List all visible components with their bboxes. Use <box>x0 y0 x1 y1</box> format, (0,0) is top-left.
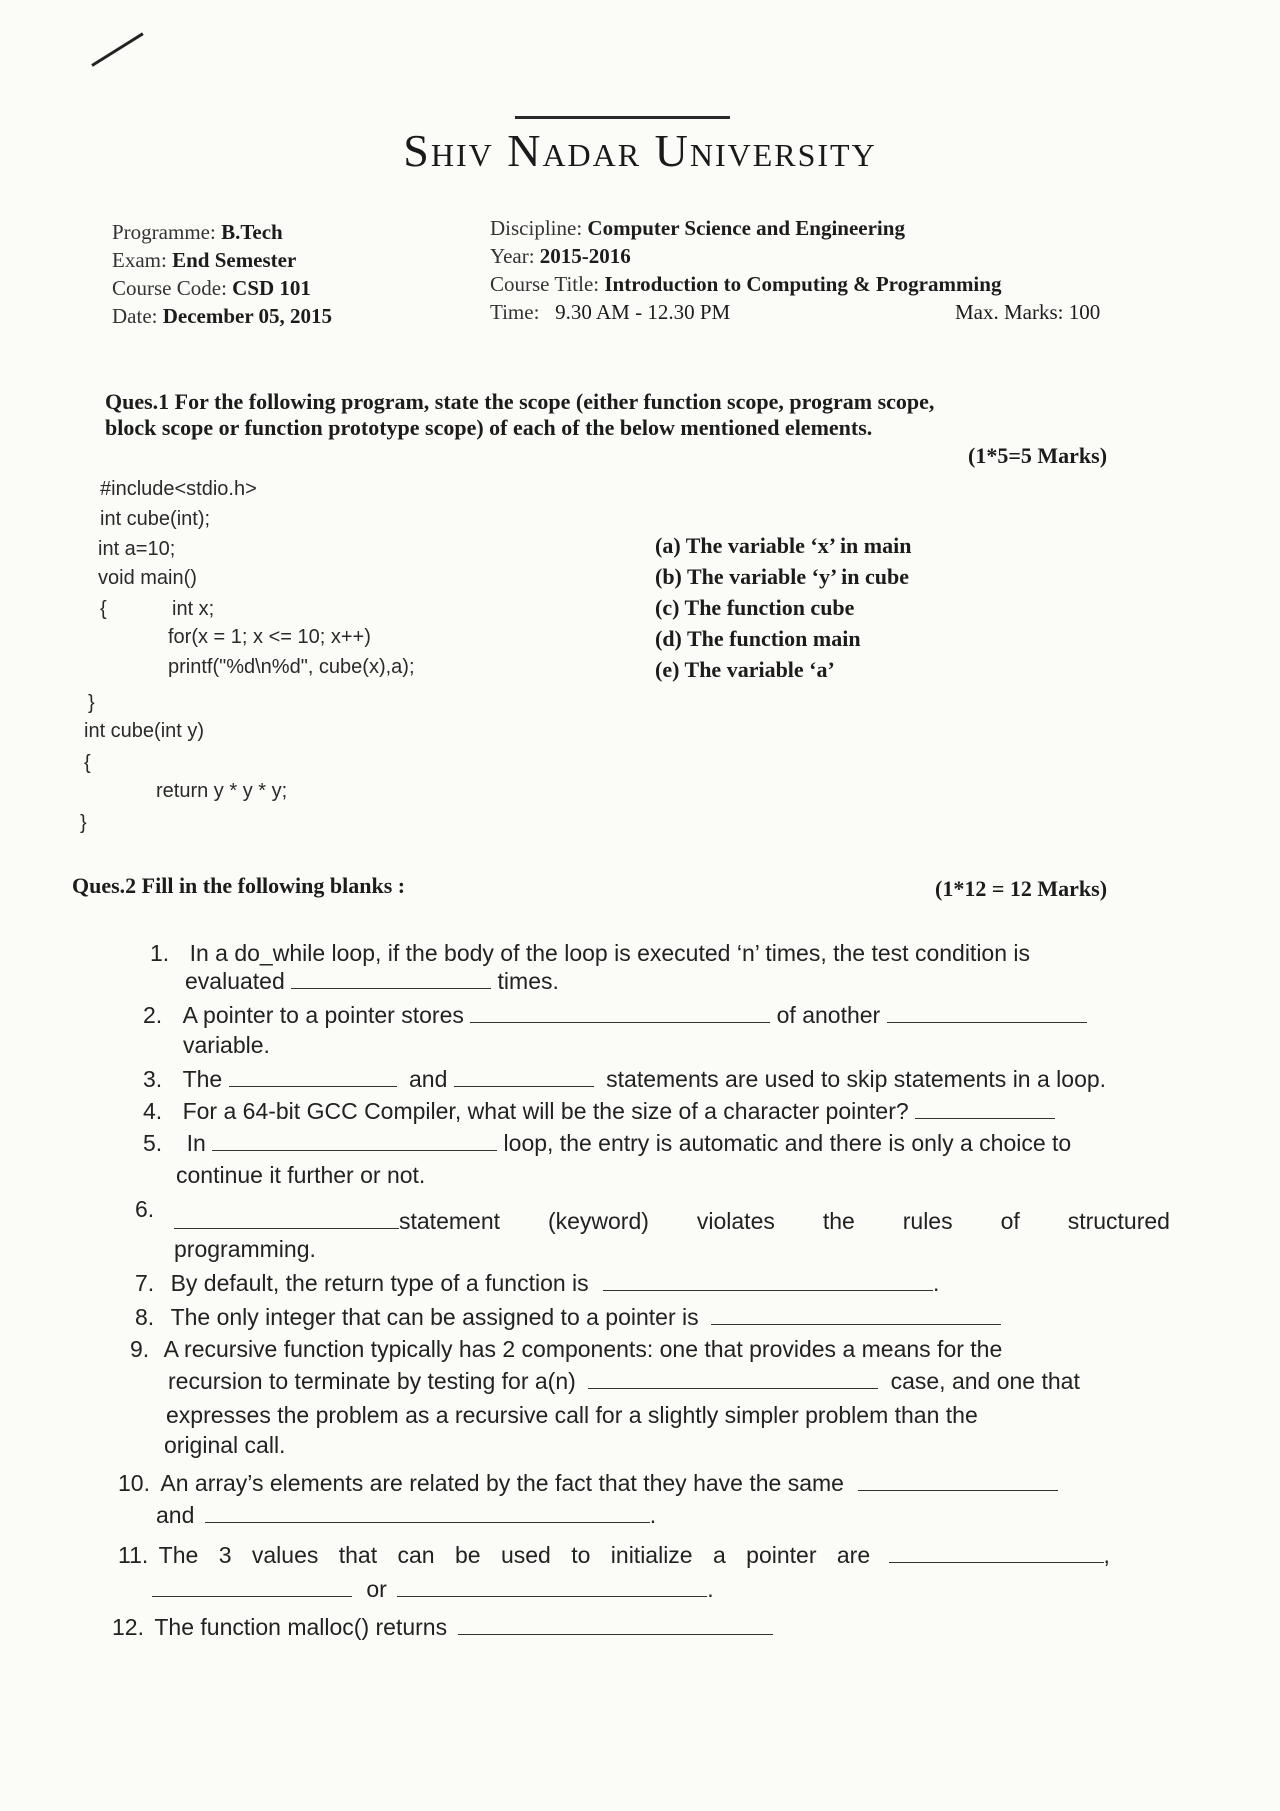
date-label: Date: <box>112 304 158 328</box>
item-text: . <box>707 1576 714 1602</box>
item-text: . <box>649 1502 657 1528</box>
item-text: The function malloc() returns <box>154 1614 448 1640</box>
code-line: { <box>100 598 107 620</box>
item-number: 5. <box>143 1130 163 1156</box>
q2-item-6-number: 6. <box>135 1196 155 1222</box>
q2-item-10 <box>118 1468 1058 1498</box>
item-text: or <box>366 1576 387 1602</box>
q2-item-9 <box>130 1334 1175 1364</box>
answer-blank[interactable] <box>915 1098 1055 1119</box>
date-value: December 05, 2015 <box>162 304 333 328</box>
item-text: the <box>822 1208 855 1234</box>
year-value: 2015-2016 <box>539 244 631 268</box>
answer-blank[interactable] <box>603 1270 933 1291</box>
programme-value: B.Tech <box>221 220 283 244</box>
q2-item-6-cont: programming. <box>174 1236 316 1262</box>
q1-title-line2: block scope or function prototype scope) of each of the below mentioned elements. <box>105 415 873 440</box>
item-text: The 3 values that can be used to initialize a pointer are <box>158 1542 871 1568</box>
item-number: 1. <box>150 940 170 966</box>
item-text: In a do_while loop, if the body of the loop is executed ‘n’ times, the test condition is <box>189 940 1031 966</box>
q2-item-11 <box>118 1540 1110 1570</box>
answer-blank[interactable] <box>212 1130 497 1151</box>
q1-option-b: (b) The variable ‘y’ in cube <box>655 564 910 589</box>
q2-marks: (1*12 = 12 Marks) <box>935 876 1108 901</box>
q2-item-4 <box>143 1096 1055 1126</box>
answer-blank[interactable] <box>229 1066 397 1087</box>
year-label: Year: <box>490 244 535 268</box>
discipline-value: Computer Science and Engineering <box>587 216 905 240</box>
q2-item-2-cont: variable. <box>183 1032 270 1058</box>
code-line: } <box>88 692 95 714</box>
q2-item-8 <box>135 1302 1001 1332</box>
item-number: 10. <box>118 1470 150 1496</box>
item-text: case, and one that <box>890 1368 1080 1394</box>
header-rule <box>515 116 730 119</box>
max-marks: Max. Marks: 100 <box>955 300 1101 324</box>
answer-blank[interactable] <box>205 1502 650 1523</box>
time-label: Time: <box>490 300 540 324</box>
q2-item-9-line3: expresses the problem as a recursive call for a slightly simpler problem than the <box>166 1402 978 1428</box>
code-line: int x; <box>172 598 215 620</box>
q2-item-9-line4: original call. <box>164 1432 286 1458</box>
q2-item-2 <box>143 1000 1087 1030</box>
item-number: 8. <box>135 1304 155 1330</box>
item-text: recursion to terminate by testing for a(n) <box>168 1368 576 1394</box>
item-text: loop, the entry is automatic and there is only a choice to <box>503 1130 1072 1156</box>
q2-item-11-cont <box>152 1574 714 1604</box>
item-text: In <box>186 1130 206 1156</box>
time-value: 9.30 AM - 12.30 PM <box>555 300 731 324</box>
item-text: rules <box>902 1208 953 1234</box>
item-text: of another <box>776 1002 881 1028</box>
item-text: A pointer to a pointer stores <box>182 1002 464 1028</box>
item-text: (keyword) <box>547 1208 649 1234</box>
q1-option-c: (c) The function cube <box>655 595 855 620</box>
answer-blank[interactable] <box>588 1368 878 1389</box>
item-text: A recursive function typically has 2 components: one that provides a means for the <box>163 1336 1003 1362</box>
course-title-label: Course Title: <box>490 272 600 296</box>
q2-item-6 <box>174 1206 1170 1236</box>
q1-option-d: (d) The function main <box>655 626 861 651</box>
item-text: and <box>156 1502 195 1528</box>
item-text: The <box>182 1066 223 1092</box>
q2-item-5 <box>143 1128 1071 1158</box>
q2-title: Ques.2 Fill in the following blanks : <box>72 873 406 898</box>
answer-blank[interactable] <box>887 1002 1087 1023</box>
item-text: times. <box>497 968 559 994</box>
answer-blank[interactable] <box>470 1002 770 1023</box>
course-title-value: Introduction to Computing & Programming <box>604 272 1002 296</box>
item-text: For a 64-bit GCC Compiler, what will be the size of a character pointer? <box>182 1098 909 1124</box>
answer-blank[interactable] <box>397 1576 707 1597</box>
item-text: statements are used to skip statements in a loop. <box>606 1066 1107 1092</box>
answer-blank[interactable] <box>889 1542 1104 1563</box>
item-number: 4. <box>143 1098 163 1124</box>
q2-item-1 <box>150 938 1168 968</box>
exam-value: End Semester <box>172 248 297 272</box>
item-text: and <box>409 1066 448 1092</box>
code-line: for(x = 1; x <= 10; x++) <box>168 626 371 648</box>
answer-blank[interactable] <box>174 1208 399 1229</box>
item-text: of <box>1000 1208 1020 1234</box>
q1-option-a: (a) The variable ‘x’ in main <box>655 533 912 558</box>
code-line: int a=10; <box>98 538 176 560</box>
item-6-lead <box>174 1206 500 1236</box>
q2-item-3 <box>143 1064 1106 1094</box>
item-text: By default, the return type of a function is <box>170 1270 589 1296</box>
code-line: void main() <box>98 567 197 589</box>
q1-options <box>655 530 911 685</box>
item-number: 9. <box>130 1336 150 1362</box>
item-text: structured <box>1067 1208 1170 1234</box>
answer-blank[interactable] <box>152 1576 352 1597</box>
discipline-label: Discipline: <box>490 216 583 240</box>
item-number: 2. <box>143 1002 163 1028</box>
course-code-value: CSD 101 <box>232 276 311 300</box>
q1-option-e: (e) The variable ‘a’ <box>655 657 835 682</box>
q2-item-7 <box>135 1268 939 1298</box>
course-code-label: Course Code: <box>112 276 227 300</box>
code-line: int cube(int); <box>100 508 211 530</box>
item-text: , <box>1103 1542 1110 1568</box>
answer-blank[interactable] <box>458 1614 773 1635</box>
q2-item-5-cont: continue it further or not. <box>176 1162 426 1188</box>
item-number: 12. <box>112 1614 144 1640</box>
code-line: { <box>84 752 91 774</box>
item-text: evaluated <box>185 968 285 994</box>
q2-item-10-cont <box>156 1500 656 1530</box>
item-text: violates <box>696 1208 775 1234</box>
item-number: 7. <box>135 1270 155 1296</box>
q1-title-line1: Ques.1 For the following program, state the scope (either function scope, program scope, <box>105 389 935 414</box>
item-text: . <box>933 1270 940 1296</box>
answer-blank[interactable] <box>454 1066 594 1087</box>
q2-item-9-line2 <box>168 1366 1080 1396</box>
pen-mark <box>91 32 143 66</box>
item-text: An array’s elements are related by the fact that they have the same <box>160 1470 844 1496</box>
answer-blank[interactable] <box>858 1470 1058 1491</box>
code-line: printf("%d\n%d", cube(x),a); <box>168 656 415 678</box>
item-number: 11. <box>118 1542 149 1568</box>
programme-label: Programme: <box>112 220 216 244</box>
meta-right <box>490 214 1001 326</box>
code-line: return y * y * y; <box>156 780 288 802</box>
code-line: #include<stdio.h> <box>100 478 257 500</box>
code-line: } <box>80 812 87 834</box>
meta-left <box>112 218 332 330</box>
item-text: statement <box>399 1208 500 1234</box>
q2-item-12 <box>112 1612 773 1642</box>
item-number: 3. <box>143 1066 163 1092</box>
answer-blank[interactable] <box>291 968 491 989</box>
item-text: The only integer that can be assigned to a pointer is <box>170 1304 699 1330</box>
q2-item-1-cont <box>185 966 559 996</box>
q1-marks: (1*5=5 Marks) <box>968 443 1108 468</box>
code-line: int cube(int y) <box>84 720 205 742</box>
university-name: Shiv Nadar University <box>403 125 877 176</box>
exam-label: Exam: <box>112 248 167 272</box>
answer-blank[interactable] <box>711 1304 1001 1325</box>
